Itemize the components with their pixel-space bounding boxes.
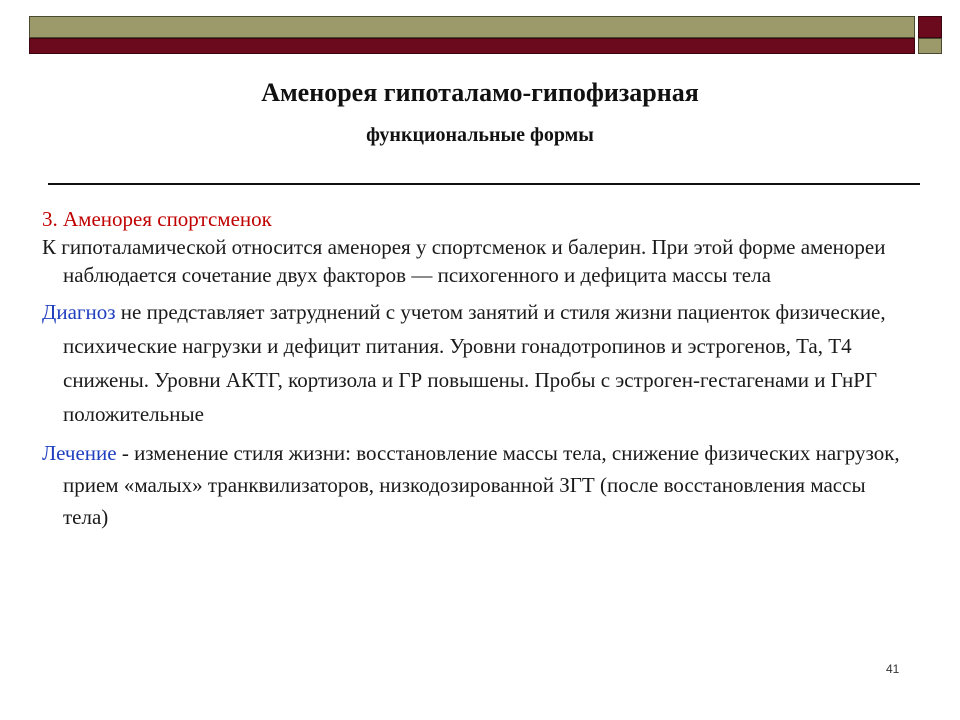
diagnosis-paragraph [42,295,902,431]
slide-body [42,205,902,533]
corner-square-olive [918,38,942,54]
diagnosis-label: Диагноз [42,300,116,324]
corner-square-maroon [918,16,942,38]
header-band-maroon [29,38,915,54]
treatment-text: - изменение стиля жизни: восстановление массы тела, снижение физических нагрузок, прием «малых» транквилизаторов, низкодозированной ЗГТ (после восстановления массы тела) [63,441,900,529]
header-band-olive [29,16,915,38]
page-number: 41 [886,662,900,676]
slide-title: Аменорея гипоталамо-гипофизарная [261,78,699,107]
title-divider [48,183,920,185]
intro-paragraph: К гипоталамической относится аменорея у спортсменок и балерин. При этой форме аменореи наблюдается сочетание двух факторов — психогенного и дефицита массы тела [42,235,886,287]
section-heading: 3. Аменорея спортсменок [42,207,272,231]
treatment-label: Лечение [42,441,117,465]
treatment-paragraph [42,437,902,533]
diagnosis-text: не представляет затруднений с учетом занятий и стиля жизни пациенток физические, психические нагрузки и дефицит питания. Уровни гонадотропинов и эстрогенов, Та, Т4 снижены. Уровни АКТГ, кортизола и ГР повышены. Пробы с эстроген-гестагенами и ГнРГ положительные [63,300,886,426]
slide-subtitle: функциональные формы [366,124,594,146]
